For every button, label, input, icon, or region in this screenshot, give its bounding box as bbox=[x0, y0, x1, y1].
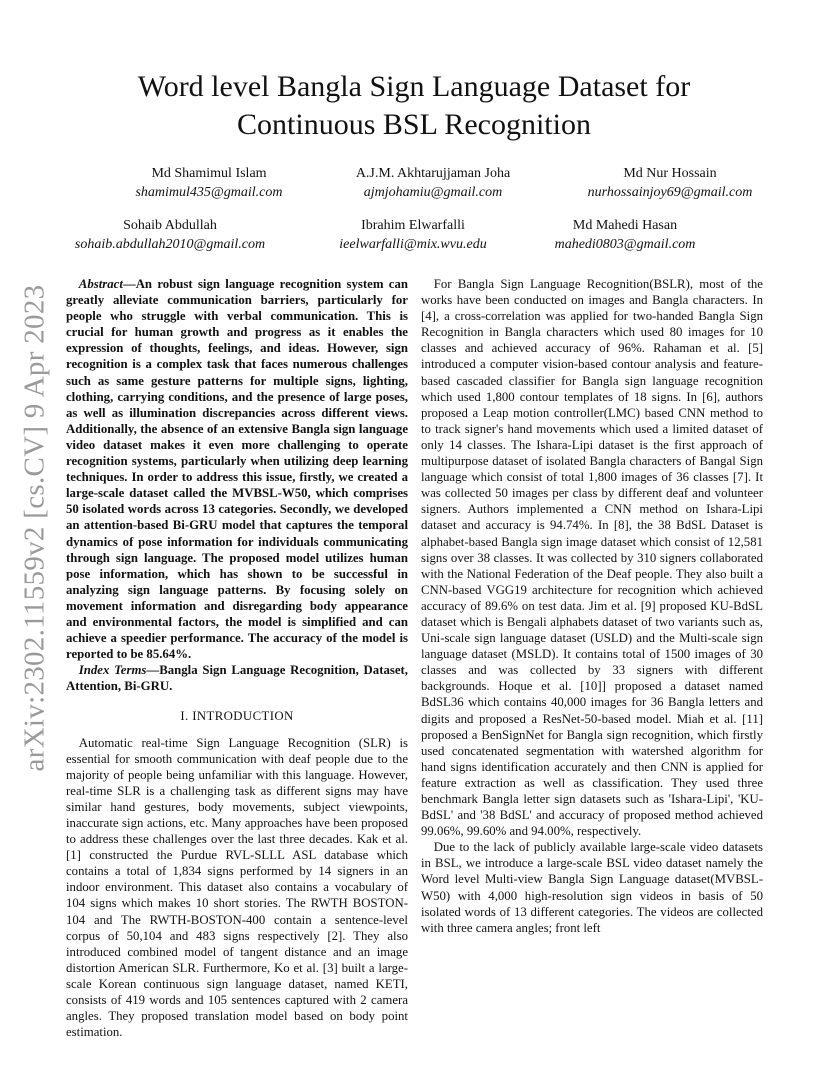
arxiv-identifier-text: arXiv:2302.11559v2 [cs.CV] 9 Apr 2023 bbox=[18, 284, 51, 771]
author-name: A.J.M. Akhtarujjaman Joha bbox=[355, 166, 511, 181]
author-2 bbox=[328, 164, 538, 202]
author-3 bbox=[570, 164, 770, 202]
author-email: ajmjohamiu@gmail.com bbox=[363, 185, 503, 200]
dataset-paragraph: Due to the lack of publicly available large-scale video datasets in BSL, we introduce a large-scale BSL video dataset namely the Word level Multi-view Bangla Sign Language dataset(MVBSL-W50) with 4,000 high-resolution sign videos in basis of 50 isolated words of 13 different categories. The videos are collected with three camera angles; front left bbox=[421, 840, 763, 935]
related-work-paragraph: For Bangla Sign Language Recognition(BSLR), most of the works have been conducted on images and Bangla characters. In [4], a cross-correlation was applied for two-handed Bangla Sign Recognition in Bangla characters which used 80 images for 10 classes and achieved accuracy of 96%. Rahaman et al. [5] introduced a computer vision-based contour analysis and feature-based cascaded classifier for Bangla sign language recognition which used 1,800 contour templates of 18 signs. In [6], authors proposed a Leap motion controller(LMC) based CNN method to to track signer's hand movements which used a limited dataset of only 14 classes. The Ishara-Lipi dataset is the first approach of multipurpose dataset of isolated Bangla characters of Bangal Sign language which consist of total 1,800 images of 36 classes [7]. It was collected 50 images per class by different deaf and volunteer signers. Authors implemented a CNN method on Ishara-Lipi dataset and accuracy is 94.74%. In [8], the 38 BdSL Dataset is alphabet-based Bangla sign image dataset which consist of 12,581 signs over 38 classes. It was collected by 310 signers collaborated with the National Federation of the Deaf people. They also built a CNN-based VGG19 architecture for recognition which achieved accuracy of 89.6% on test data. Jim et al. [9] proposed KU-BdSL dataset which is Bengali alphabets dataset of two variants such as, Uni-scale sign language dataset (USLD) and the Multi-scale sign language dataset (MSLD). It contains total of 1500 images of 30 classes and was collected by 33 signers with different backgrounds. Hoque et al. [10]] proposed a dataset named BdSL36 which contains 40,000 images for 36 Bangla letters and digits and proposed a ResNet-50-based model. Miah et al. [11] proposed a BenSignNet for Bangla sign recognition, which firstly used concatenated segmentation with watershed algorithm for hand signs identification accurately and then CNN is applied for feature extraction as well as classification. They used three benchmark Bangla letter sign datasets such as 'Ishara-Lipi', 'KU-BdSL' and '38 BdSL' and accuracy of proposed method achieved 99.06%, 99.60% and 94.00%, respectively. bbox=[421, 277, 763, 839]
author-1 bbox=[105, 164, 313, 202]
index-terms bbox=[66, 662, 408, 694]
index-terms-text: —Bangla Sign Language Recognition, Dataset, Attention, Bi-GRU. bbox=[66, 663, 408, 694]
title-line-2: Continuous BSL Recognition bbox=[237, 108, 591, 141]
author-name: Md Nur Hossain bbox=[623, 166, 717, 181]
author-email: ieelwarfalli@mix.wvu.edu bbox=[339, 237, 487, 252]
left-column bbox=[66, 276, 408, 1040]
author-name: Sohaib Abdullah bbox=[123, 218, 217, 233]
author-6 bbox=[535, 216, 715, 254]
paper-title bbox=[60, 68, 768, 144]
abstract bbox=[66, 276, 408, 662]
title-line-1: Word level Bangla Sign Language Dataset for bbox=[137, 70, 691, 103]
abstract-text: —An robust sign language recognition system can greatly alleviate communication barriers, particularly for people who struggle with verbal communication. This is crucial for human growth and progress as it enables the expression of thoughts, feelings, and ideas. However, sign recognition is a complex task that faces numerous challenges such as same gesture patterns for multiple signs, lighting, clothing, carrying conditions, and the presence of large poses, as well as illumination discrepancies across different views. Additionally, the absence of an extensive Bangla sign language video dataset makes it even more challenging to operate recognition systems, particularly when utilizing deep learning techniques. In order to address this issue, firstly, we created a large-scale dataset called the MVBSL-W50, which comprises 50 isolated words across 13 categories. Secondly, we developed an attention-based Bi-GRU model that captures the temporal dynamics of pose information for individuals communicating through sign language. The proposed model utilizes human pose information, which has shown to be successful in analyzing sign language patterns. By focusing solely on movement information and disregarding body appearance and environmental factors, the model is simplified and can achieve a speedier performance. The accuracy of the model is reported to be 85.64%. bbox=[66, 277, 408, 662]
author-name: Md Shamimul Islam bbox=[151, 166, 267, 181]
author-email: nurhossainjoy69@gmail.com bbox=[587, 185, 753, 200]
author-name: Md Mahedi Hasan bbox=[572, 218, 678, 233]
author-email: shamimul435@gmail.com bbox=[135, 185, 283, 200]
author-4 bbox=[60, 216, 280, 254]
abstract-label: Abstract bbox=[78, 277, 123, 291]
section-heading: I. INTRODUCTION bbox=[180, 709, 294, 724]
arxiv-identifier bbox=[16, 284, 54, 771]
author-email: sohaib.abdullah2010@gmail.com bbox=[74, 237, 266, 252]
author-email: mahedi0803@gmail.com bbox=[554, 237, 696, 252]
author-name: Ibrahim Elwarfalli bbox=[361, 218, 465, 233]
intro-paragraph: Automatic real-time Sign Language Recognition (SLR) is essential for smooth communication with deaf people due to the majority of people being unfamiliar with this language. However, real-time SLR is a challenging task as different signs may have similar hand gestures, body movements, subject viewpoints, inaccurate sign actions, etc. Many approaches have been proposed to address these challenges over the last three decades. Kak et al. [1] constructed the Purdue RVL-SLLL ASL database which contains a total of 1,834 signs performed by 14 signers in an indoor environment. This dataset also contains a vocabulary of 104 signs which makes 10 short stories. The RWTH BOSTON-104 and The RWTH-BOSTON-400 contain a sentence-level corpus of 50,104 and 483 signs respectively [2]. They also introduced combined model of tangent distance and an image distortion American SLR. Furthermore, Ko et al. [3] built a large-scale Korean continuous sign language dataset, named KETI, consists of 419 words and 105 sentences captured with 2 camera angles. They proposed translation model based on body point estimation. bbox=[66, 735, 408, 1040]
right-column bbox=[421, 276, 763, 936]
author-5 bbox=[318, 216, 508, 254]
index-terms-label: Index Terms bbox=[78, 663, 147, 678]
